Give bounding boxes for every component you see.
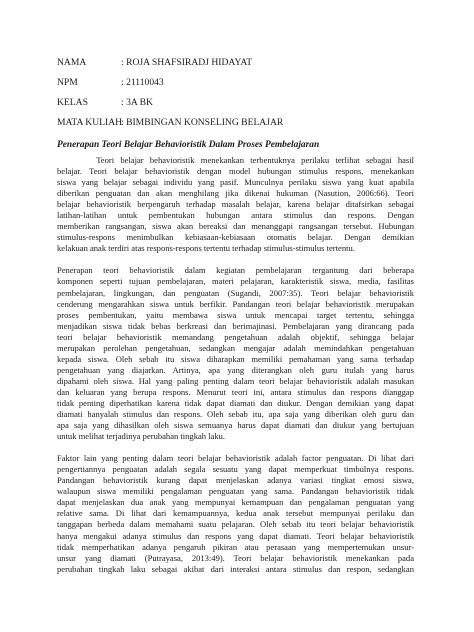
text-line: Teori belajar behavioristik menekankan terbentuknya perilaku terlihat sebagai hasil <box>96 155 414 165</box>
text-line: menjadikan siswa tidak bebas berkreasi dan berimajinasi. Pembelajaran yang dirancang pada <box>57 320 414 331</box>
text-line: apa saja yang dihasilkan oleh siswa semuanya harus dapat diamati dan diukur yang bertujuan <box>57 420 414 431</box>
essay-title: Penerapan Teori Belajar Behavioristik Dalam Proses Pembelajaran <box>57 140 320 150</box>
text-line: kelakuan anak terdiri atas respons-respons tertentu terhadap stimulus-stimulus tertentu. <box>57 243 355 254</box>
text-line: pengetahuan yang diajarkan. Artinya, apa yang diterangkan oleh guru itulah yang harus <box>57 364 414 375</box>
paragraph <box>57 155 414 254</box>
text-line: untuk melihat terjadinya perubahan tingkah laku. <box>57 431 226 442</box>
info-row-name <box>57 53 437 73</box>
text-line: proses pembentukan, yaitu membawa siswa untuk mencapai target tertentu, sehingga <box>57 309 414 320</box>
text-line: perubahan tingkah laku sebagai akibat dari interaksi antara stimulus dan respon, sedangkan <box>57 563 414 574</box>
text-line: diamati hanyalah stimulus dan respons. Oleh sebab itu, apa saja yang diberikan oleh guru dan <box>57 409 414 420</box>
text-line: komponen seperti tujuan pembelajaran, materi pelajaran, karakteristik siswa, media, fasilitas <box>57 276 414 287</box>
paragraph-gap <box>57 254 414 265</box>
info-row-class <box>57 93 437 113</box>
info-row-npm <box>57 73 437 93</box>
text-line: kepada siswa. Oleh sebab itu siswa diharapkan memiliki pemahaman yang sama terhadap <box>57 353 414 364</box>
text-line: tanggapan berbeda dalam memahami suatu pelajaran. Oleh sebab itu teori belajar behavioristik <box>57 519 414 530</box>
text-line: unsur yang diamati (Putrayasa, 2013:49). Teori belajar behavioristik menekankan pada <box>57 552 414 563</box>
essay-body <box>57 155 414 575</box>
text-line: belajar behavioristik berpengaruh terhadap masalah belajar, karena belajar ditafsirkan sebagai <box>57 199 414 210</box>
paragraph <box>57 453 414 575</box>
info-value: : 21110043 <box>121 77 164 88</box>
student-info-header <box>57 53 437 133</box>
info-value: : ROJA SHAFSIRADJ HIDAYAT <box>121 57 253 68</box>
text-line: pengertiannya penguatan adalah segala sesuatu yang dapat memperkuat timbulnya respons. <box>57 464 414 475</box>
text-line: dipahami oleh siswa. Hal yang paling penting dalam teori belajar behavioristik adalah masukan <box>57 375 414 386</box>
text-line: Faktor lain yang penting dalam teori belajar behavioristik adalah factor penguatan. Di lihat dari <box>57 453 414 464</box>
text-line: Pandangan behavioristik kurang dapat menjelaskan adanya variasi tingkat emosi siswa, <box>57 475 414 486</box>
text-line: merupakan perolehan pengetahuan, sedangkan mengajar adalah memindahkan pengetahuan <box>57 342 414 353</box>
text-line: stimulus-respons menimbulkan kebiasaan-kebiasaan otomatis belajar. Dengan demikian <box>57 232 414 243</box>
text-line: diberikan penguatan dan akan menghilang jika dikenai hukuman (Nasution, 2006:66). Teori <box>57 188 414 199</box>
text-line: tidak penting diperhatikan karena tidak dapat diamati dan diukur. Dengan demikian yang dapat <box>57 397 414 408</box>
info-row-course <box>57 113 437 133</box>
info-label: MATA KULIAH <box>57 117 123 128</box>
paragraph <box>57 265 414 442</box>
text-line: belajar. Teori belajar behavioristik dengan model hubungan stimulus respons, menekankan <box>57 166 414 177</box>
text-line: latihan-latihan untuk pembentukan hubungan antara stimulus dan respons. Dengan <box>57 210 414 221</box>
text-line: dan keluaran yang berupa respons. Menurut teori ini, antara stimulus dan respons dianggap <box>57 386 414 397</box>
text-line: pembelajaran, lingkungan, dan penguatan (Sugandi, 2007:35). Teori belajar behavioristik <box>57 287 414 298</box>
info-label: KELAS <box>57 97 88 108</box>
text-line: teori belajar behavioristik memandang pengetahuan adalah objektif, sehingga belajar <box>57 331 414 342</box>
text-line: Penerapan teori behavioristik dalam kegiatan pembelajaran tergantung dari beberapa <box>57 265 414 276</box>
text-line: dapat menjelaskan dua anak yang mempunyai kemampuan dan pengalaman penguatan yang <box>57 497 414 508</box>
text-line: relative sama. Di lihat dari kemampuannya, kedua anak tersebut mempunyai perilaku dan <box>57 508 414 519</box>
info-value: : 3A BK <box>121 97 153 108</box>
paragraph-gap <box>57 442 414 453</box>
text-line: walaupun siswa memiliki pengalaman penguatan yang sama. Pandangan behavioristik tidak <box>57 486 414 497</box>
text-line: memberikan rangsangan, siswa akan bereaksi dan menanggapi rangsangan tersebut. Hubungan <box>57 221 414 232</box>
text-line: siswa yang belajar sebagai individu yang pasif. Munculnya perilaku siswa yang kuat apabila <box>57 177 414 188</box>
text-line: tidak memperhatikan adanya pengaruh pikiran atau perasaan yang mempertemukan unsur- <box>57 541 414 552</box>
text-line: hanya mengakui adanya stimulus dan respons yang dapat diamati. Teori belajar behavioristik <box>57 530 414 541</box>
info-label: NPM <box>57 77 78 88</box>
info-value: : BIMBINGAN KONSELING BELAJAR <box>121 117 284 128</box>
info-label: NAMA <box>57 57 87 68</box>
text-line: cenderung mengarahkan siswa untuk berfikir. Pandangan teori belajar behavioristik merupakan <box>57 298 414 309</box>
